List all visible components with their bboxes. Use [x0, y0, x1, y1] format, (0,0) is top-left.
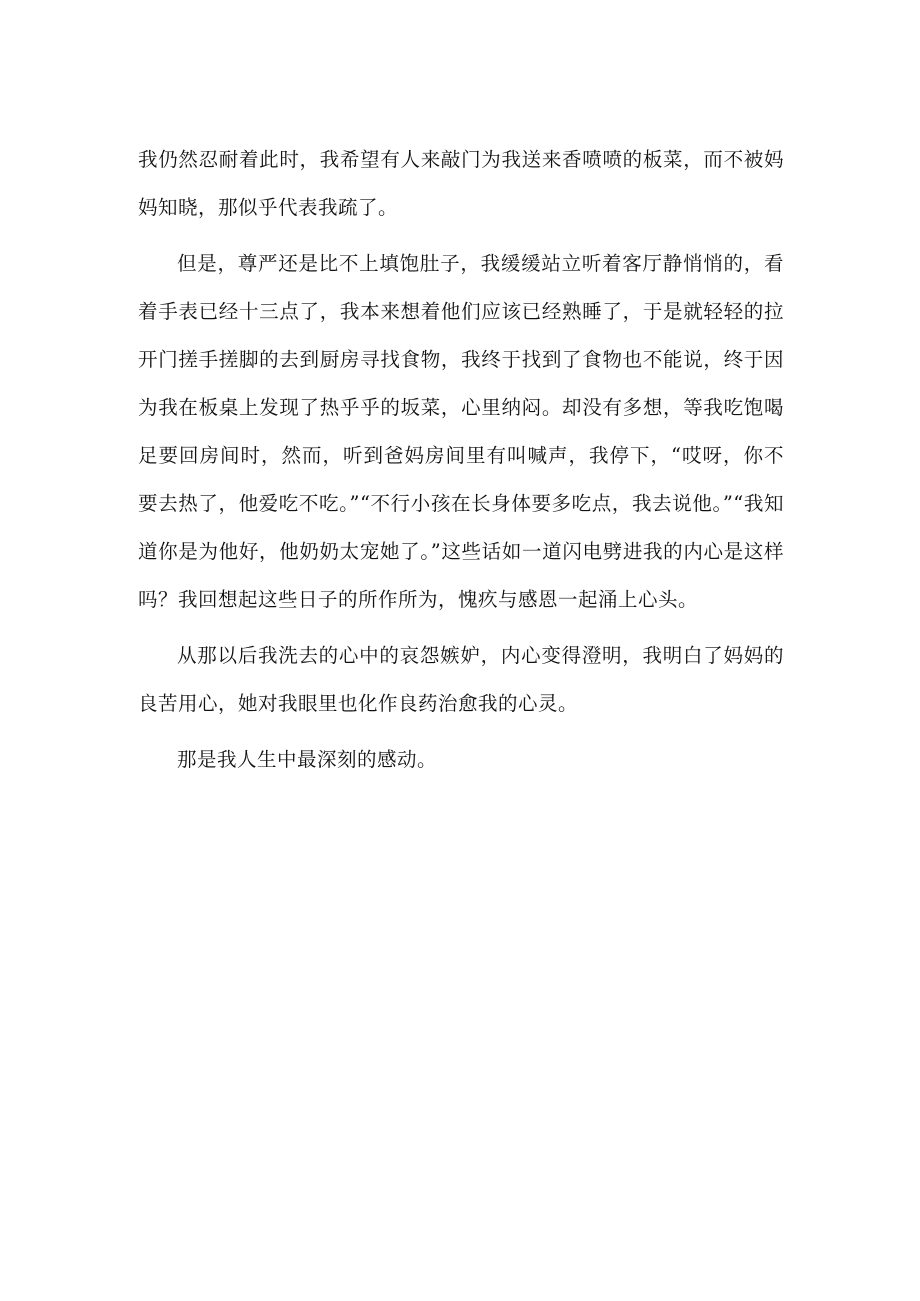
paragraph-4: 那是我人生中最深刻的感动。	[177, 748, 438, 771]
document-body	[138, 136, 784, 792]
paragraph-2: 但是，尊严还是比不上填饱肚子，我缓缓站立听着客厅静悄悄的，看着手表已经十三点了，我本来想着他们应该已经熟睡了，于是就轻轻的拉开门搓手搓脚的去到厨房寻找食物，我终于找到了食物也不能说，终于因为我在板桌上发现了热乎乎的坂菜，心里纳闷。却没有多想，等我吃饱喝足要回房间时，然而，听到爸妈房间里有叫喊声，我停下，“哎呀，你不要去热了，他爱吃不吃。”“不行小孩在长身体要多吃点，我去说他。”“我知道你是为他好，他奶奶太宠她了。”这些话如一道闪电劈进我的内心是这样吗？我回想起这些日子的所作所为，愧疚与感恩一起涌上心头。	[138, 252, 784, 611]
paragraph-1: 我仍然忍耐着此时，我希望有人来敲门为我送来香喷喷的板菜，而不被妈妈知晓，那似乎代表我疏了。	[138, 148, 784, 219]
paragraph-3: 从那以后我洗去的心中的哀怨嫉妒，内心变得澄明，我明白了妈妈的良苦用心，她对我眼里也化作良药治愈我的心灵。	[138, 644, 784, 715]
